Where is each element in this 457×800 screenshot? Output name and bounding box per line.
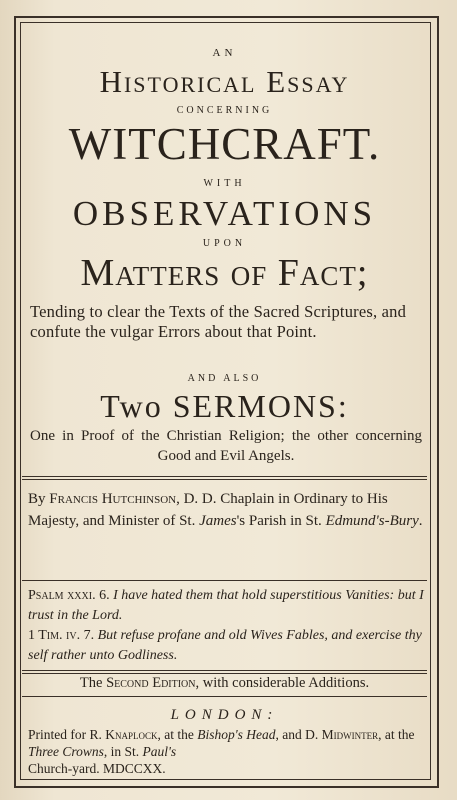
imprint-text: , at the — [157, 727, 194, 742]
psalm-text: I have hated them that hold superstitious Vanities: but I trust in the Lord. — [28, 588, 424, 623]
line-historical-essay: Historical Essay — [99, 64, 350, 99]
imprint-text: , at the — [378, 727, 415, 742]
edition-second: Second Edition — [106, 675, 196, 691]
divider-rule — [22, 479, 427, 480]
edition-line — [22, 676, 427, 691]
divider-rule — [22, 476, 427, 477]
line-two-sermons: Two SERMONS: — [100, 388, 349, 424]
author-parish: 's Parish in St. — [236, 513, 322, 529]
line-proof: One in Proof of the Christian Religion; the other concerning Good and Evil Angels. — [30, 428, 422, 464]
imprint-text: Printed for R. — [28, 727, 102, 742]
line-witchcraft: WITCHCRAFT. — [68, 119, 381, 169]
title-content — [22, 24, 427, 776]
line-with: WITH — [203, 178, 246, 189]
edition-the: The — [79, 675, 103, 691]
tim-text: But refuse profane and old Wives Fables, and exercise thy self rather unto Godliness. — [28, 628, 422, 663]
divider-rule — [22, 673, 427, 674]
imprint-date: MDCCXX. — [102, 761, 166, 776]
epigraph-block — [28, 586, 424, 666]
divider-rule — [22, 670, 427, 671]
tim-ref: 1 Tim. iv. 7. — [28, 628, 95, 643]
line-an: AN — [212, 47, 237, 59]
author-name: Francis Hutchinson — [49, 491, 177, 507]
imprint-text: , and D. — [275, 727, 319, 742]
line-matters-of-fact: Matters of Fact; — [80, 252, 369, 294]
divider-rule — [22, 580, 427, 581]
imprint-three-crowns: Three Crowns — [28, 744, 104, 759]
imprint-block — [28, 726, 424, 777]
imprint-knaplock: Knaplock — [105, 727, 158, 742]
imprint-city: LONDON: — [170, 707, 279, 723]
author-end: . — [418, 513, 423, 529]
line-tending: Tending to clear the Texts of the Sacred Scriptures, and confute the vulgar Errors about that Point. — [30, 302, 407, 341]
author-rest: , D. D. Chaplain in Ordinary to His Majesty, and Minister of St. — [28, 491, 388, 529]
imprint-pauls: Paul's — [142, 744, 177, 759]
edition-rest: , with considerable Additions. — [195, 675, 370, 691]
author-james: James — [199, 513, 237, 529]
imprint-text: Church-yard. — [28, 761, 100, 776]
imprint-text: , in St. — [103, 744, 140, 759]
author-edmunds: Edmund's-Bury — [325, 513, 419, 529]
line-observations: OBSERVATIONS — [72, 194, 377, 233]
line-upon: UPON — [202, 238, 247, 249]
author-by: By — [28, 491, 46, 507]
author-block — [28, 488, 424, 532]
imprint-midwinter: Midwinter — [321, 727, 379, 742]
line-and-also: AND ALSO — [187, 373, 262, 384]
line-concerning: CONCERNING — [176, 105, 273, 116]
psalm-ref: Psalm xxxi. 6. — [28, 588, 110, 603]
divider-rule — [22, 696, 427, 697]
imprint-bishops-head: Bishop's Head — [197, 727, 276, 742]
